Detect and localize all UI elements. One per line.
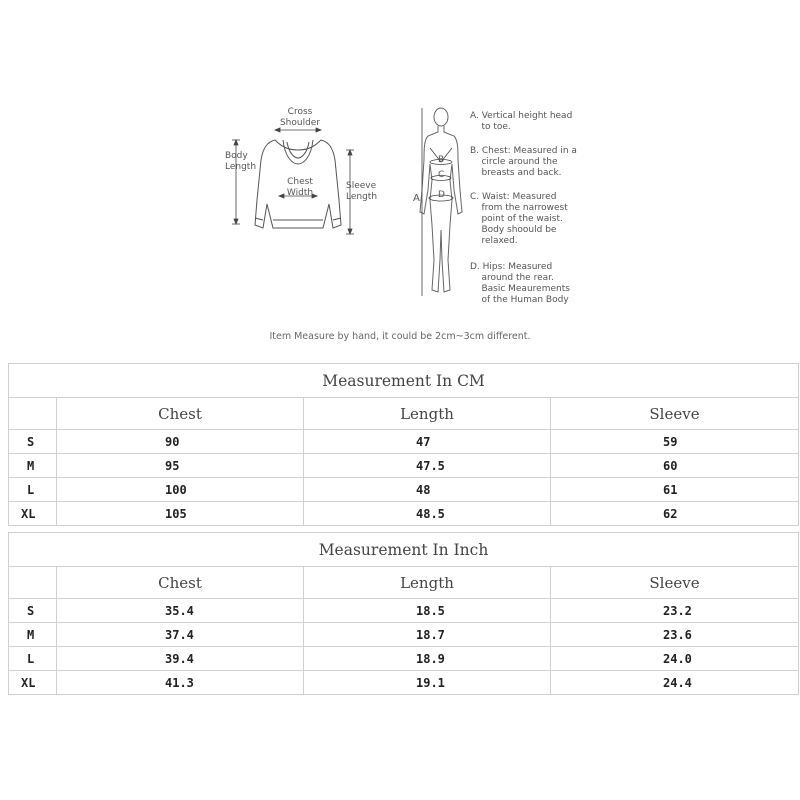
- measure-note: Item Measure by hand, it could be 2cm~3cm different.: [269, 331, 531, 342]
- chest-cell: 37.4: [57, 623, 304, 647]
- cross-shoulder-label: Cross Shoulder: [279, 107, 321, 128]
- size-cell: S: [9, 599, 57, 623]
- column-header-sleeve: Sleeve: [551, 398, 799, 430]
- size-header-cell: [9, 398, 57, 430]
- definition-d: D. Hips: Measured around the rear. Basic Meaurements of the Human Body: [470, 262, 570, 305]
- length-cell: 18.9: [304, 647, 551, 671]
- column-header-length: Length: [304, 398, 551, 430]
- column-header-chest: Chest: [57, 567, 304, 599]
- length-cell: 47.5: [304, 454, 551, 478]
- chest-cell: 95: [57, 454, 304, 478]
- sleeve-cell: 23.6: [551, 623, 799, 647]
- table-row: [9, 623, 799, 647]
- size-cell: XL: [9, 671, 57, 695]
- chest-cell: 100: [57, 478, 304, 502]
- chest-width-label: Chest Width: [286, 177, 314, 198]
- size-cell: M: [9, 454, 57, 478]
- marker-c: C: [438, 170, 445, 180]
- size-header-cell: [9, 567, 57, 599]
- sleeve-length-label: Sleeve Length: [346, 181, 378, 202]
- table-row: [9, 599, 799, 623]
- measurement-definitions: [470, 111, 600, 306]
- chest-cell: 105: [57, 502, 304, 526]
- sleeve-cell: 23.2: [551, 599, 799, 623]
- length-cell: 48.5: [304, 502, 551, 526]
- length-cell: 47: [304, 430, 551, 454]
- table-row: [9, 502, 799, 526]
- body-length-label: Body Length: [225, 151, 257, 172]
- size-cell: XL: [9, 502, 57, 526]
- marker-d: D: [438, 190, 445, 200]
- table-title: Measurement In Inch: [9, 533, 799, 567]
- sleeve-cell: 24.0: [551, 647, 799, 671]
- length-cell: 18.5: [304, 599, 551, 623]
- length-cell: 19.1: [304, 671, 551, 695]
- size-charts: [8, 363, 798, 701]
- chest-cell: 35.4: [57, 599, 304, 623]
- size-cell: L: [9, 478, 57, 502]
- length-cell: 48: [304, 478, 551, 502]
- sleeve-cell: 24.4: [551, 671, 799, 695]
- column-header-chest: Chest: [57, 398, 304, 430]
- table-row: [9, 454, 799, 478]
- column-header-sleeve: Sleeve: [551, 567, 799, 599]
- size-cell: M: [9, 623, 57, 647]
- column-header-length: Length: [304, 567, 551, 599]
- sleeve-cell: 60: [551, 454, 799, 478]
- sleeve-cell: 62: [551, 502, 799, 526]
- length-cell: 18.7: [304, 623, 551, 647]
- definition-b: B. Chest: Measured in a circle around the breasts and back.: [470, 146, 577, 178]
- size-cell: S: [9, 430, 57, 454]
- chest-cell: 41.3: [57, 671, 304, 695]
- marker-b: B: [438, 155, 445, 165]
- size-cell: L: [9, 647, 57, 671]
- sleeve-cell: 59: [551, 430, 799, 454]
- table-row: [9, 647, 799, 671]
- chest-cell: 90: [57, 430, 304, 454]
- definition-a: A. Vertical height head to toe.: [470, 111, 573, 132]
- size-table-inch: [8, 532, 799, 695]
- definition-c: C. Waist: Measured from the narrowest point of the waist. Body shoould be relaxed.: [470, 192, 568, 246]
- table-row: [9, 478, 799, 502]
- marker-a: A: [413, 193, 420, 204]
- table-title: Measurement In CM: [9, 364, 799, 398]
- sleeve-cell: 61: [551, 478, 799, 502]
- table-row: [9, 430, 799, 454]
- table-row: [9, 671, 799, 695]
- chest-cell: 39.4: [57, 647, 304, 671]
- size-table-cm: [8, 363, 799, 526]
